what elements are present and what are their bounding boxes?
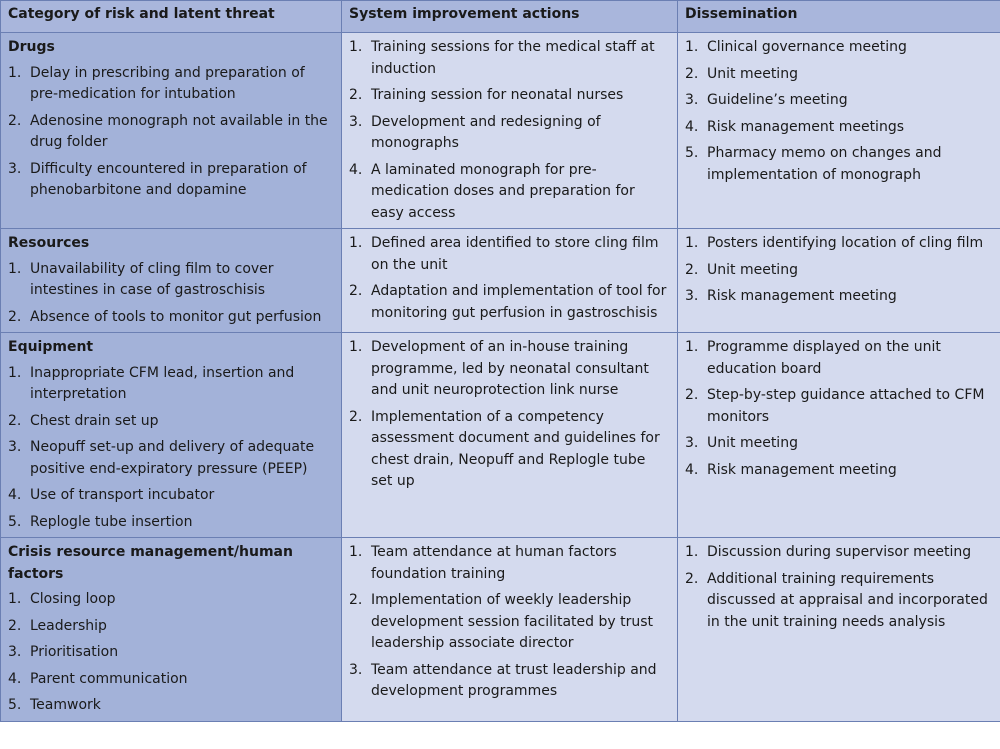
list-item <box>349 85 671 107</box>
list-item <box>349 233 671 276</box>
list-number: 3. <box>349 661 363 678</box>
list-number: 2. <box>685 261 699 278</box>
list-item <box>349 542 671 585</box>
list-number: 2. <box>349 87 363 103</box>
dissemination-cell <box>678 229 1000 333</box>
list-item <box>685 117 994 139</box>
risk-list <box>8 589 335 717</box>
category-title: Resources <box>8 235 90 251</box>
list-text: Inappropriate CFM lead, insertion and interpretation <box>30 364 295 402</box>
list-item <box>349 337 671 402</box>
list-text: Leadership <box>30 617 107 634</box>
list-text: Team attendance at human factors foundation training <box>371 544 617 582</box>
list-text: Delay in prescribing and preparation of pre-medication for intubation <box>30 64 305 102</box>
header-dissemination: Dissemination <box>678 1 1000 33</box>
category-title: Crisis resource management/human factors <box>8 544 293 582</box>
list-item <box>685 64 994 86</box>
list-number: 2. <box>685 387 699 403</box>
table-body <box>1 33 1000 722</box>
list-text: Risk management meetings <box>707 118 904 135</box>
list-text: Unit meeting <box>707 435 798 451</box>
list-number: 5. <box>685 145 699 161</box>
list-number: 2. <box>349 408 363 425</box>
list-number: 1. <box>349 235 363 251</box>
actions-cell <box>342 333 678 538</box>
list-text: Chest drain set up <box>30 412 159 429</box>
list-item <box>8 589 335 611</box>
list-number: 1. <box>685 339 699 355</box>
list-number: 2. <box>349 283 363 299</box>
list-item <box>685 385 994 428</box>
list-text: Replogle tube insertion <box>30 513 193 530</box>
list-item <box>685 337 994 380</box>
dissemination-list <box>685 233 994 308</box>
list-item <box>685 542 994 564</box>
list-number: 2. <box>8 308 22 325</box>
list-number: 2. <box>685 65 699 82</box>
list-item <box>8 159 335 202</box>
list-number: 2. <box>8 617 22 634</box>
list-number: 4. <box>8 487 22 503</box>
list-item <box>349 37 671 80</box>
list-number: 3. <box>8 160 22 177</box>
list-text: Teamwork <box>30 697 101 713</box>
list-text: Unit meeting <box>707 65 798 82</box>
list-text: Parent communication <box>30 670 188 687</box>
table-row <box>1 538 1000 722</box>
list-item <box>8 307 335 329</box>
list-item <box>349 281 671 324</box>
list-item <box>8 642 335 664</box>
category-cell <box>1 229 342 333</box>
list-number: 3. <box>349 113 363 130</box>
header-actions: System improvement actions <box>342 1 678 33</box>
list-number: 1. <box>685 544 699 560</box>
list-number: 3. <box>8 644 22 660</box>
list-item <box>349 160 671 225</box>
list-number: 3. <box>685 92 699 108</box>
list-text: Risk management meeting <box>707 288 897 304</box>
list-number: 4. <box>349 161 363 178</box>
category-cell <box>1 333 342 538</box>
list-text: Team attendance at trust leadership and development programmes <box>371 661 657 699</box>
list-text: Training session for neonatal nurses <box>371 87 624 103</box>
risk-list <box>8 363 335 534</box>
list-number: 1. <box>349 39 363 55</box>
header-category: Category of risk and latent threat <box>1 1 342 33</box>
table-row <box>1 33 1000 229</box>
list-item <box>685 569 994 634</box>
list-number: 2. <box>349 592 363 608</box>
list-number: 1. <box>685 235 699 251</box>
list-item <box>685 233 994 255</box>
header-row <box>1 1 1000 33</box>
list-item <box>349 590 671 655</box>
dissemination-cell <box>678 333 1000 538</box>
actions-list <box>349 233 671 324</box>
list-number: 1. <box>8 64 22 81</box>
list-text: Development of an in-house training programme, led by neonatal consultant and unit neuroprotection link nurse <box>371 339 649 398</box>
actions-cell <box>342 538 678 722</box>
list-text: Discussion during supervisor meeting <box>707 544 972 560</box>
list-item <box>8 616 335 638</box>
category-title: Drugs <box>8 39 55 55</box>
list-item <box>685 286 994 308</box>
list-text: Posters identifying location of cling film <box>707 235 984 251</box>
dissemination-list <box>685 542 994 633</box>
list-number: 2. <box>8 112 22 129</box>
list-text: Pharmacy memo on changes and implementation of monograph <box>707 145 942 183</box>
list-item <box>8 695 335 717</box>
list-text: Programme displayed on the unit education board <box>707 339 941 377</box>
list-item <box>8 437 335 480</box>
list-text: Unavailability of cling film to cover intestines in case of gastroschisis <box>30 260 274 298</box>
list-text: Absence of tools to monitor gut perfusion <box>30 308 322 325</box>
list-number: 3. <box>685 435 699 451</box>
list-item <box>685 260 994 282</box>
list-item <box>8 111 335 154</box>
list-number: 1. <box>8 364 22 381</box>
list-number: 1. <box>8 591 22 607</box>
list-number: 2. <box>685 570 699 587</box>
list-text: Neopuff set-up and delivery of adequate positive end-expiratory pressure (PEEP) <box>30 439 315 477</box>
dissemination-list <box>685 337 994 481</box>
list-item <box>349 660 671 703</box>
list-text: Clinical governance meeting <box>707 39 907 55</box>
dissemination-list <box>685 37 994 186</box>
risk-list <box>8 259 335 329</box>
list-number: 4. <box>8 670 22 687</box>
list-item <box>8 669 335 691</box>
list-text: Defined area identified to store cling film on the unit <box>371 235 659 273</box>
list-number: 4. <box>685 461 699 478</box>
list-item <box>349 112 671 155</box>
actions-cell <box>342 229 678 333</box>
category-title: Equipment <box>8 339 94 355</box>
list-text: Unit meeting <box>707 261 798 278</box>
list-text: Adenosine monograph not available in the drug folder <box>30 112 328 150</box>
dissemination-cell <box>678 33 1000 229</box>
list-number: 5. <box>8 697 22 713</box>
list-number: 5. <box>8 513 22 530</box>
list-number: 3. <box>685 288 699 304</box>
list-item <box>8 363 335 406</box>
actions-list <box>349 542 671 703</box>
list-item <box>685 90 994 112</box>
table-row <box>1 333 1000 538</box>
list-number: 4. <box>685 118 699 135</box>
list-item <box>8 411 335 433</box>
actions-cell <box>342 33 678 229</box>
list-text: Closing loop <box>30 591 116 607</box>
list-text: Training sessions for the medical staff at induction <box>371 39 655 77</box>
list-item <box>685 433 994 455</box>
list-number: 1. <box>685 39 699 55</box>
list-number: 1. <box>349 339 363 355</box>
list-number: 1. <box>349 544 363 560</box>
list-text: Use of transport incubator <box>30 487 215 503</box>
list-item <box>349 407 671 493</box>
list-item <box>685 460 994 482</box>
list-number: 2. <box>8 412 22 429</box>
list-text: Implementation of a competency assessment document and guidelines for chest drain, Neopuff and Replogle tube set up <box>371 408 660 489</box>
list-item <box>8 63 335 106</box>
dissemination-cell <box>678 538 1000 722</box>
table-row <box>1 229 1000 333</box>
category-cell <box>1 538 342 722</box>
list-number: 3. <box>8 439 22 455</box>
category-cell <box>1 33 342 229</box>
list-text: Implementation of weekly leadership development session facilitated by trust leadership associate director <box>371 592 653 651</box>
actions-list <box>349 37 671 224</box>
list-text: A laminated monograph for pre-medication doses and preparation for easy access <box>371 161 635 221</box>
list-text: Additional training requirements discussed at appraisal and incorporated in the unit training needs analysis <box>707 570 988 630</box>
list-text: Adaptation and implementation of tool for monitoring gut perfusion in gastroschisis <box>371 283 667 321</box>
list-text: Guideline’s meeting <box>707 92 848 108</box>
actions-list <box>349 337 671 493</box>
list-text: Prioritisation <box>30 644 119 660</box>
list-item <box>8 259 335 302</box>
risk-list <box>8 63 335 202</box>
list-item <box>685 143 994 186</box>
list-item <box>8 512 335 534</box>
list-text: Step-by-step guidance attached to CFM monitors <box>707 387 985 425</box>
list-item <box>685 37 994 59</box>
list-number: 1. <box>8 260 22 277</box>
list-text: Risk management meeting <box>707 461 897 478</box>
list-text: Development and redesigning of monographs <box>371 113 601 151</box>
list-item <box>8 485 335 507</box>
list-text: Difficulty encountered in preparation of phenobarbitone and dopamine <box>30 160 307 198</box>
